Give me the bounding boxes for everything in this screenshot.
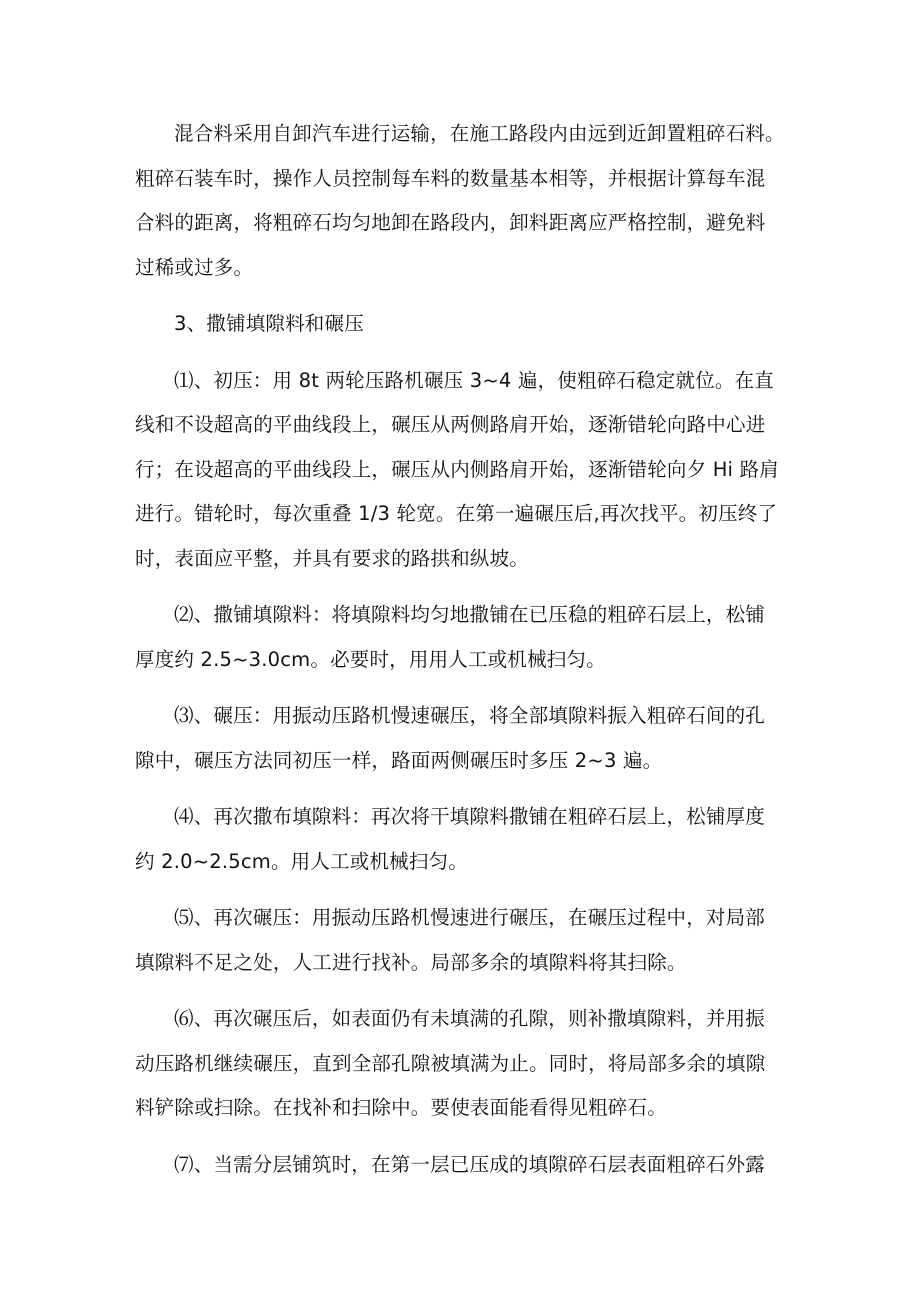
text-line: 厚度约 2.5~3.0cm。必要时，用用人工或机械扫匀。 xyxy=(135,647,606,671)
text-line: 粗碎石装车时，操作人员控制每车料的数量基本相等，并根据计算每车混 xyxy=(135,166,766,190)
text-line: ⑺、当需分层铺筑时，在第一层已压成的填隙碎石层表面粗碎石外露 xyxy=(174,1152,766,1176)
text-line: 料铲除或扫除。在找补和扫除中。要使表面能看得见粗碎石。 xyxy=(135,1096,667,1119)
text-line: 约 2.0~2.5cm。用人工或机械扫匀。 xyxy=(135,849,468,873)
text-line: ⑸、再次碾压：用振动压路机慢速进行碾压，在碾压过程中，对局部 xyxy=(174,906,766,929)
text-line: 混合料采用自卸汽车进行运输，在施工路段内由远到近卸置粗碎石料。 xyxy=(174,122,785,145)
paragraph-p7 xyxy=(135,896,795,985)
text-line: 行；在设超高的平曲线段上，碾压从内侧路肩开始，逐渐错轮向夕 Hi 路肩 xyxy=(135,457,779,481)
text-line: ⑵、撒铺填隙料：将填隙料均匀地撒铺在已压稳的粗碎石层上，松铺 xyxy=(174,603,766,626)
text-line: 动压路机继续碾压，直到全部孔隙被填满为止。同时，将局部多余的填隙 xyxy=(135,1051,766,1075)
paragraph-p8 xyxy=(135,997,795,1131)
text-line: ⑶、碾压：用振动压路机慢速碾压，将全部填隙料振入粗碎石间的孔 xyxy=(174,704,766,727)
text-line: ⑴、初压：用 8t 两轮压路机碾压 3~4 遍，使粗碎石稳定就位。在直 xyxy=(174,368,774,392)
paragraph-p5 xyxy=(135,694,795,783)
paragraph-p3 xyxy=(135,359,795,582)
paragraph-p2 xyxy=(135,302,795,347)
text-line: 进行。错轮时，每次重叠 1/3 轮宽。在第一遍碾压后,再次找平。初压终了 xyxy=(135,502,778,525)
paragraph-p6 xyxy=(135,795,795,884)
text-line: 3、撒铺填隙料和碾压 xyxy=(174,312,364,335)
text-line: 合料的距离，将粗碎石均匀地卸在路段内，卸料距离应严格控制，避免料 xyxy=(135,211,766,234)
paragraph-p9 xyxy=(135,1143,795,1188)
text-line: 隙中，碾压方法同初压一样，路面两侧碾压时多压 2~3 遍。 xyxy=(135,748,663,772)
text-line: ⑷、再次撒布填隙料：再次将干填隙料撒铺在粗碎石层上，松铺厚度 xyxy=(174,805,766,828)
text-line: 时，表面应平整，并具有要求的路拱和纵坡。 xyxy=(135,546,530,570)
document-body xyxy=(135,112,795,1199)
paragraph-p1 xyxy=(135,112,795,290)
text-line: 线和不设超高的平曲线段上，碾压从两侧路肩开始，逐渐错轮向路中心进 xyxy=(135,413,766,436)
text-line: ⑹、再次碾压后，如表面仍有未填满的孔隙，则补撒填隙料，并用振 xyxy=(174,1007,766,1030)
text-line: 填隙料不足之处，人工进行找补。局部多余的填隙料将其扫除。 xyxy=(135,950,687,974)
text-line: 过稀或过多。 xyxy=(135,255,254,279)
paragraph-p4 xyxy=(135,593,795,682)
